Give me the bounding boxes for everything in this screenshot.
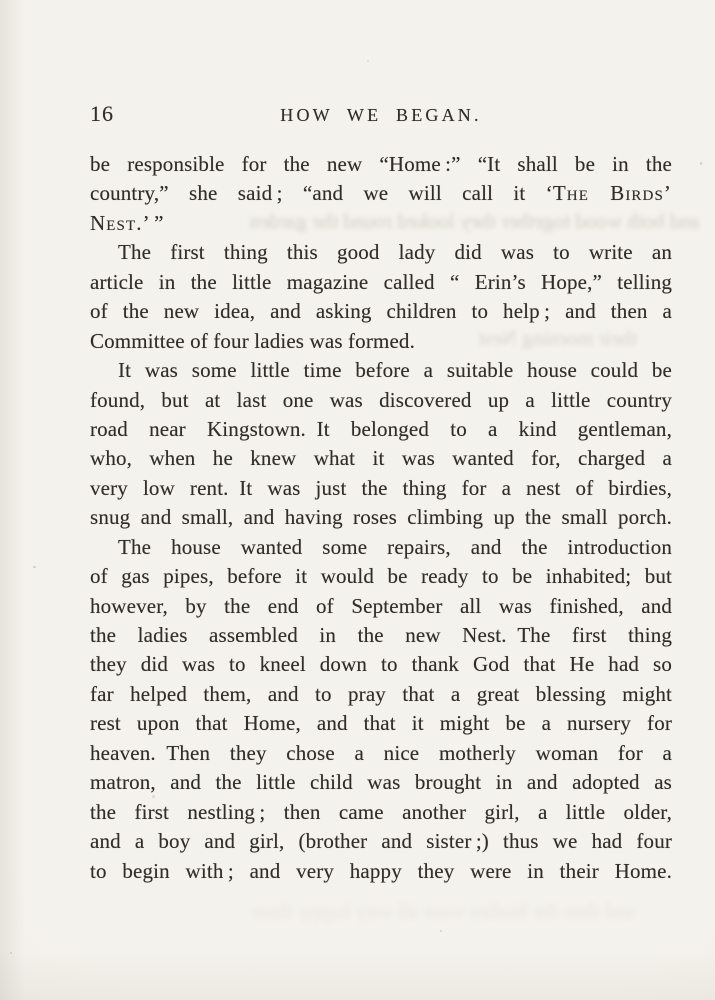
paragraph — [90, 356, 672, 533]
paper-speck — [367, 60, 369, 62]
small-caps-text: Nest. — [90, 210, 143, 235]
text-line — [90, 827, 672, 856]
text-segment: the ladies assembled in the new Nest. The first thing — [90, 623, 672, 647]
paragraph — [90, 150, 672, 238]
paragraph — [90, 238, 672, 356]
paper-speck — [10, 952, 12, 954]
text-segment: found, but at last one was discovered up a little country — [90, 387, 672, 412]
text-segment: Committee of four ladies was formed. — [90, 328, 415, 353]
text-segment: snug and small, and having roses climbing up the small porch. — [90, 505, 672, 530]
text-segment: It was some little time before a suitable house could be — [118, 358, 672, 383]
paper-speck — [33, 566, 36, 568]
text-line — [90, 739, 672, 768]
text-line — [90, 533, 672, 562]
text-segment: rest upon that Home, and that it might be a nursery for — [90, 711, 672, 736]
text-segment: of gas pipes, before it would be ready to be inhabited; but — [90, 564, 672, 589]
text-line — [90, 297, 672, 326]
paper-speck — [700, 162, 702, 165]
text-line — [90, 621, 672, 650]
text-line — [90, 179, 672, 208]
bleed-through-text: and then the birdies were all very happy there — [251, 899, 635, 923]
text-segment: ’ ” — [142, 210, 164, 235]
text-line — [90, 238, 672, 267]
text-line — [90, 209, 672, 238]
text-segment: to begin with ; and very happy they were in their Home. — [90, 858, 672, 883]
text-line — [90, 386, 672, 415]
text-segment: be responsible for the new “Home :” “It shall be in the — [90, 152, 672, 176]
page-number: 16 — [90, 101, 114, 126]
text-line — [90, 503, 672, 532]
text-line — [90, 268, 672, 297]
text-line — [90, 768, 672, 797]
paper-speck — [152, 795, 155, 798]
text-line — [90, 327, 672, 356]
text-line — [90, 415, 672, 444]
text-segment: The first thing this good lady did was to write an — [118, 240, 672, 265]
text-column — [90, 150, 672, 886]
text-segment: however, by the end of September all was finished, and — [90, 593, 672, 618]
text-line — [90, 356, 672, 385]
paper-speck — [440, 930, 442, 932]
small-caps-text: The Birds’ — [552, 181, 672, 206]
text-segment: very low rent. It was just the thing for a nest of birdies, — [90, 475, 672, 500]
text-line — [90, 444, 672, 473]
text-segment: far helped them, and to pray that a great blessing might — [90, 681, 672, 706]
text-segment: The house wanted some repairs, and the introduction — [118, 534, 672, 559]
text-line — [90, 650, 672, 679]
text-segment: heaven. Then they chose a nice motherly woman for a — [90, 740, 672, 765]
text-segment: road near Kingstown. It belonged to a kind gentleman, — [90, 416, 672, 441]
text-line — [90, 709, 672, 738]
text-line — [90, 150, 672, 179]
text-line — [90, 562, 672, 591]
text-line — [90, 798, 672, 827]
text-segment: country,” she said ; “and we will call it ‘ — [90, 181, 553, 206]
paragraph — [90, 533, 672, 886]
text-segment: who, when he knew what it was wanted for, charged a — [90, 446, 672, 471]
text-segment: article in the little magazine called “ Erin’s Hope,” telling — [90, 269, 672, 294]
text-line — [90, 680, 672, 709]
text-segment: they did was to kneel down to thank God that He had so — [90, 652, 672, 677]
text-segment: matron, and the little child was brought in and adopted as — [90, 770, 672, 795]
running-head-title: HOW WE BEGAN. — [280, 105, 482, 125]
text-segment: and a boy and girl, (brother and sister ;) thus we had four — [90, 829, 672, 854]
text-segment: the first nestling ; then came another girl, a little older, — [90, 799, 672, 824]
text-line — [90, 857, 672, 886]
text-line — [90, 592, 672, 621]
bleed-through-text: and both wood together they looked round the garden — [249, 209, 700, 233]
bleed-through-text: their morning Nest — [478, 326, 637, 350]
text-line — [90, 474, 672, 503]
text-segment: of the new idea, and asking children to help ; and then a — [90, 299, 672, 324]
